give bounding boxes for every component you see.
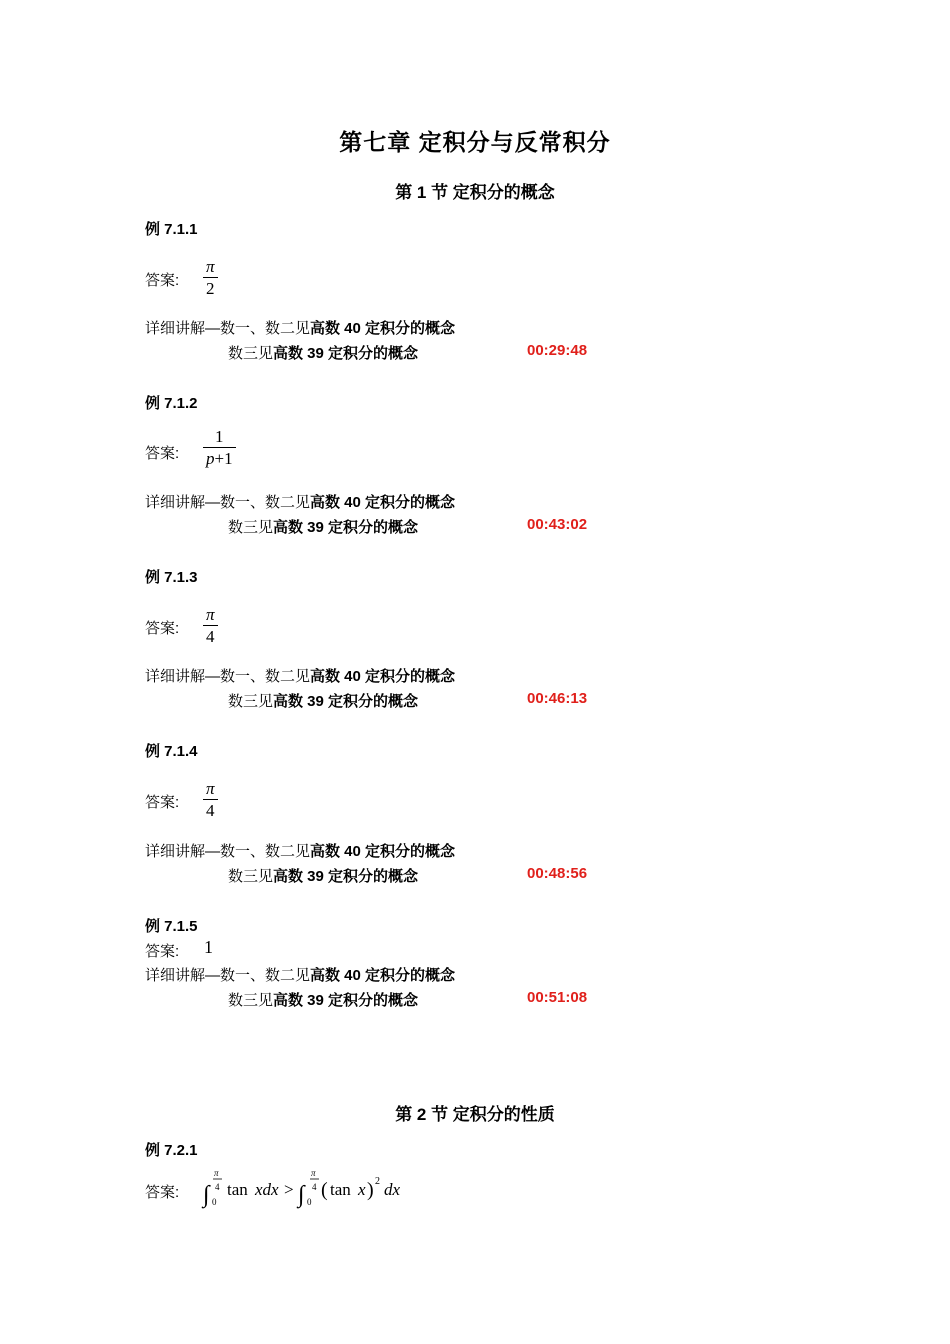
fraction-numerator: π (206, 605, 215, 624)
svg-text:4: 4 (215, 1182, 220, 1192)
detail-line-1 (145, 964, 455, 985)
video-timestamp: 00:43:02 (527, 516, 588, 533)
fraction-denominator: 2 (206, 279, 215, 298)
integral-left (201, 1168, 279, 1209)
example-label: 例 7.2.1 (145, 1142, 198, 1159)
detail-reference: 高数 39 定积分的概念 (273, 693, 419, 710)
video-timestamp: 00:48:56 (527, 865, 588, 882)
answer-label: 答案: (145, 794, 180, 811)
greater-than-sign: > (284, 1180, 294, 1199)
fraction-denominator: p+1 (206, 449, 233, 468)
svg-text:∫: ∫ (298, 1182, 305, 1208)
answer-formula (200, 1162, 415, 1212)
detail-prefix: 数三见 (228, 693, 274, 710)
detail-line-1 (145, 317, 455, 338)
svg-text:): ) (367, 1179, 374, 1201)
detail-reference: 高数 39 定积分的概念 (273, 992, 419, 1009)
answer-label: 答案: (145, 943, 180, 960)
detail-reference: 高数 40 定积分的概念 (310, 494, 456, 511)
video-timestamp: 00:51:08 (527, 989, 588, 1006)
section-title-2: 第 2 节 定积分的性质 (395, 1105, 555, 1124)
fraction-denominator: 4 (206, 801, 215, 820)
answer-label: 答案: (145, 445, 180, 462)
svg-text:π: π (214, 1168, 219, 1178)
example-label: 例 7.1.4 (145, 743, 198, 760)
detail-reference: 高数 39 定积分的概念 (273, 345, 419, 362)
svg-text:x: x (358, 1180, 366, 1199)
detail-line-2 (228, 342, 418, 363)
detail-line-1 (145, 840, 455, 861)
detail-prefix: 详细讲解—数一、数二见 (145, 967, 311, 984)
answer-label: 答案: (145, 1184, 180, 1201)
svg-text:xdx: xdx (255, 1180, 279, 1199)
detail-reference: 高数 39 定积分的概念 (273, 868, 419, 885)
fraction-numerator: π (206, 779, 215, 798)
fraction-numerator: 1 (215, 427, 224, 446)
detail-reference: 高数 40 定积分的概念 (310, 843, 456, 860)
answer-formula (203, 257, 218, 300)
answer-formula (203, 779, 218, 822)
section-title-1: 第 1 节 定积分的概念 (395, 183, 555, 202)
detail-reference: 高数 40 定积分的概念 (310, 320, 456, 337)
detail-line-1 (145, 491, 455, 512)
svg-text:tan: tan (330, 1180, 351, 1199)
detail-prefix: 详细讲解—数一、数二见 (145, 494, 311, 511)
answer-formula (203, 605, 218, 648)
detail-prefix: 详细讲解—数一、数二见 (145, 843, 311, 860)
video-timestamp: 00:46:13 (527, 690, 588, 707)
detail-reference: 高数 40 定积分的概念 (310, 967, 456, 984)
detail-prefix: 数三见 (228, 868, 274, 885)
video-timestamp: 00:29:48 (527, 342, 588, 359)
example-label: 例 7.1.2 (145, 395, 198, 412)
example-label: 例 7.1.3 (145, 569, 198, 586)
svg-text:dx: dx (384, 1180, 401, 1199)
fraction-numerator: π (206, 257, 215, 276)
detail-reference: 高数 39 定积分的概念 (273, 519, 419, 536)
detail-prefix: 数三见 (228, 519, 274, 536)
detail-line-2 (228, 989, 418, 1010)
detail-prefix: 详细讲解—数一、数二见 (145, 668, 311, 685)
detail-prefix: 数三见 (228, 992, 274, 1009)
detail-prefix: 详细讲解—数一、数二见 (145, 320, 311, 337)
svg-text:0: 0 (212, 1197, 217, 1207)
example-label: 例 7.1.5 (145, 918, 198, 935)
svg-text:tan: tan (227, 1180, 248, 1199)
detail-line-2 (228, 690, 418, 711)
integral-right (296, 1168, 401, 1209)
answer-value: 1 (204, 937, 213, 957)
svg-text:2: 2 (375, 1176, 380, 1187)
chapter-title: 第七章 定积分与反常积分 (339, 129, 611, 155)
svg-text:π: π (311, 1168, 316, 1178)
svg-text:∫: ∫ (203, 1182, 210, 1208)
svg-text:0: 0 (307, 1197, 312, 1207)
example-label: 例 7.1.1 (145, 221, 198, 238)
answer-label: 答案: (145, 272, 180, 289)
detail-line-2 (228, 865, 418, 886)
detail-reference: 高数 40 定积分的概念 (310, 668, 456, 685)
svg-text:(: ( (321, 1179, 328, 1201)
answer-label: 答案: (145, 620, 180, 637)
svg-text:4: 4 (312, 1182, 317, 1192)
detail-line-1 (145, 665, 455, 686)
detail-line-2 (228, 516, 418, 537)
detail-prefix: 数三见 (228, 345, 274, 362)
answer-formula (203, 427, 236, 470)
fraction-denominator: 4 (206, 627, 215, 646)
